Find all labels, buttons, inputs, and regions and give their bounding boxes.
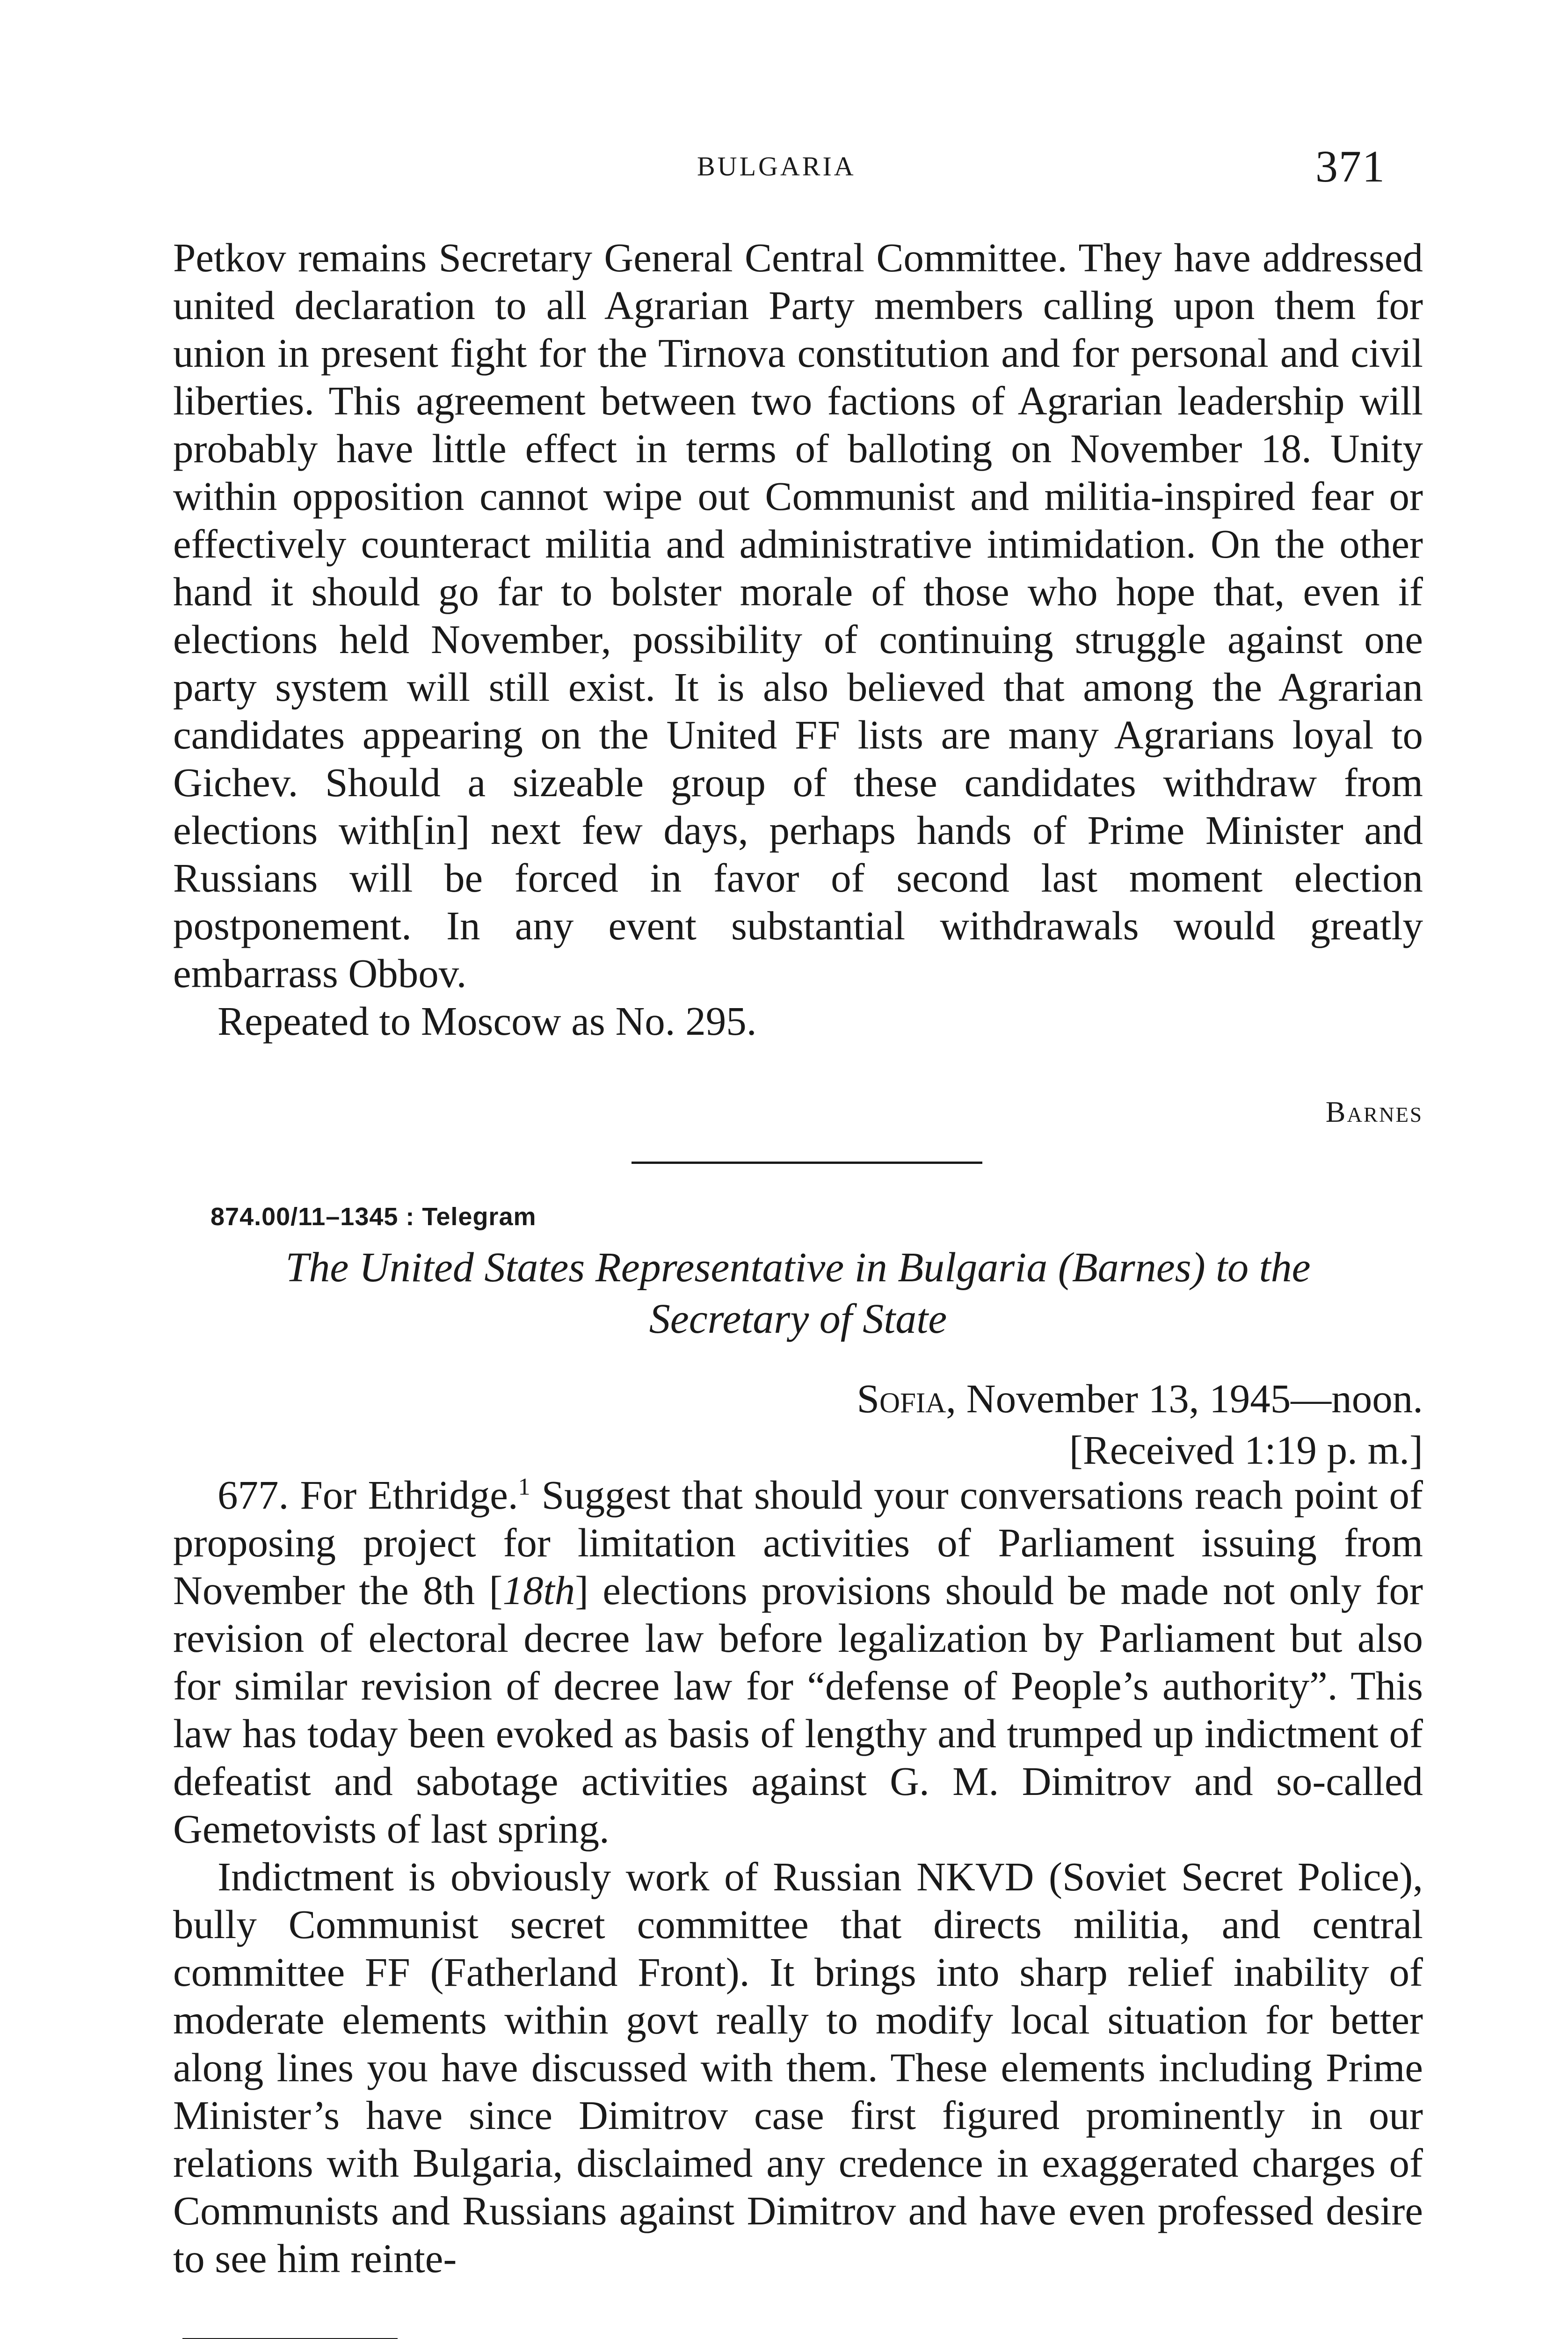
dateline-date: November 13, 1945—noon. [966,1376,1423,1421]
telegram-body [173,1471,1423,2282]
telegram-paragraph-2: Indictment is obviously work of Russian NKVD (Soviet Secret Police), bully Communist secret committee that directs militia, and central committee FF (Fatherland Front). It brings into sharp relief inability of moderate elements within govt really to modify local situation for better along lines you have discussed with them. These elements including Prime Minister’s have since Dimitrov case first figured prominently in our relations with Bulgaria, disclaimed any credence in exaggerated charges of Communists and Russians against Dimitrov and have even professed desire to see him reinte- [173,1854,1423,2281]
editorial-correction: 18th [502,1568,575,1613]
signature-barnes: Barnes [1325,1095,1423,1128]
running-head-title: BULGARIA [697,151,856,182]
document-title-line-2: Secretary of State [649,1296,947,1342]
telegram-paragraph-1 [173,1471,1423,1853]
document-title [173,1242,1423,1345]
footnote-reference: 1 [518,1474,530,1500]
page-number: 371 [1315,141,1386,191]
telegram-text-a: Suggest that should your conversations reach point of proposing project for limitation activities of Parliament issuing from November the 8th [ [173,1472,1423,1613]
telegram-lead: 677. For Ethridge. [218,1472,518,1518]
section-divider [632,1162,982,1164]
file-number: 874.00/11–1345 : Telegram [211,1203,537,1231]
running-head [0,140,1568,196]
document-title-line-1: The United States Representative in Bulgaria (Barnes) to the [285,1244,1311,1291]
dateline-place: Sofia, [857,1376,957,1421]
received-line: [Received 1:19 p. m.] [1069,1427,1423,1473]
dateline-main [857,1373,1423,1424]
repeated-line: Repeated to Moscow as No. 295. [218,998,757,1044]
continued-paragraph: Petkov remains Secretary General Central Committee. They have addressed united declaration to all Agrarian Party members calling upon them for union in present fight for the Tirnova constitution and for personal and civil liberties. This agreement between two factions of Agrarian leadership will probably have little effect in terms of balloting on November 18. Unity within opposition cannot wipe out Communist and militia-inspired fear or effectively counteract militia and administrative intimidation. On the other hand it should go far to bolster morale of those who hope that, even if elections held November, possibility of continuing struggle against one party system will still exist. It is also believed that among the Agrarian candidates appearing on the United FF lists are many Agrarians loyal to Gichev. Should a sizeable group of these candidates withdraw from elections with[in] next few days, perhaps hands of Prime Minister and Russians will be forced in favor of second last moment election postponement. In any event substantial withdrawals would greatly embarrass Obbov. [173,235,1423,996]
continued-text-block [173,234,1423,1045]
telegram-text-b: ] elections provisions should be made not only for revision of electoral decree law before legalization by Parliament but also for similar revision of decree law for “defense of People’s authority”. This law has today been evoked as basis of lengthy and trumped up indictment of defeatist and sabotage activities against G. M. Dimitrov and so-called Gemetovists of last spring. [173,1568,1423,1852]
dateline [857,1373,1423,1476]
